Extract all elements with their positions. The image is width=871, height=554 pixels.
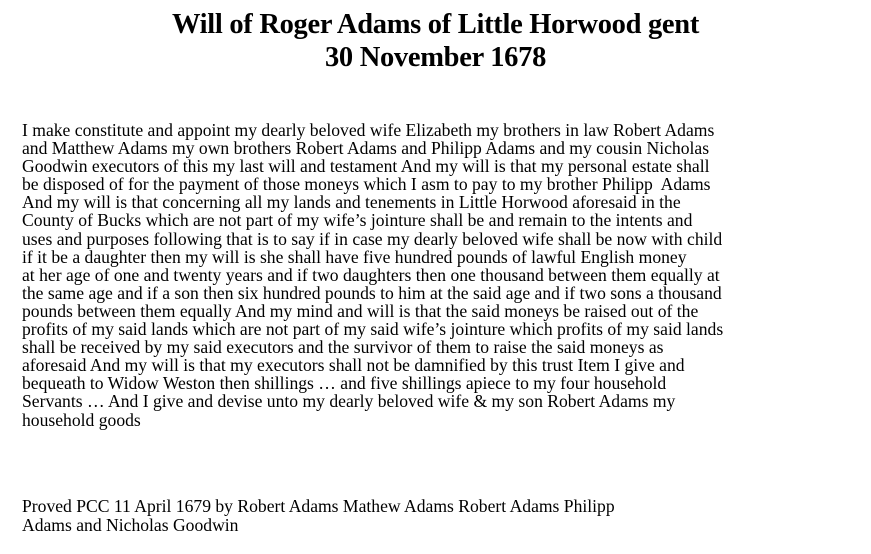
- body-line: aforesaid And my will is that my executors shall not be damnified by this trust Item I give and: [22, 355, 685, 376]
- body-line: pounds between them equally And my mind and will is that the said moneys be raised out of the: [22, 300, 699, 321]
- body-line: and Matthew Adams my own brothers Robert Adams and Philipp Adams and my cousin Nicholas: [22, 138, 710, 159]
- title-heading: Will of Roger Adams of Little Horwood gent: [171, 9, 700, 40]
- probate-note: [22, 497, 871, 534]
- body-line: the same age and if a son then six hundred pounds to him at the said age and if two sons a thousand: [22, 282, 722, 303]
- body-line: be disposed of for the payment of those moneys which I asm to pay to my brother Philipp Adams: [22, 174, 711, 195]
- body-line: at her age of one and twenty years and if two daughters then one thousand between them equally at: [22, 264, 720, 285]
- body-line: uses and purposes following that is to say if in case my dearly beloved wife shall be now with child: [22, 228, 723, 249]
- body-line: And my will is that concerning all my lands and tenements in Little Horwood aforesaid in the: [22, 192, 681, 213]
- probate-line: Adams and Nicholas Goodwin: [22, 514, 239, 535]
- body-line: Goodwin executors of this my last will and testament And my will is that my personal estate shall: [22, 156, 710, 177]
- body-line: if it be a daughter then my will is she shall have five hundred pounds of lawful English money: [22, 246, 687, 267]
- probate-line: Proved PCC 11 April 1679 by Robert Adams Mathew Adams Robert Adams Philipp: [22, 496, 615, 516]
- will-body-paragraph: [22, 121, 871, 429]
- body-line: I make constitute and appoint my dearly beloved wife Elizabeth my brothers in law Robert Adams: [22, 120, 715, 140]
- body-line: Servants … And I give and devise unto my dearly beloved wife & my son Robert Adams my: [22, 391, 676, 412]
- document-title: [0, 8, 871, 74]
- title-date: 30 November 1678: [324, 42, 547, 73]
- body-line: County of Bucks which are not part of my wife’s jointure shall be and remain to the intents and: [22, 210, 693, 231]
- body-line: profits of my said lands which are not part of my said wife’s jointure which profits of my said lands: [22, 319, 724, 340]
- body-line: shall be received by my said executors and the survivor of them to raise the said moneys as: [22, 337, 664, 358]
- body-line: household goods: [22, 409, 141, 430]
- body-line: bequeath to Widow Weston then shillings … and five shillings apiece to my four household: [22, 373, 667, 394]
